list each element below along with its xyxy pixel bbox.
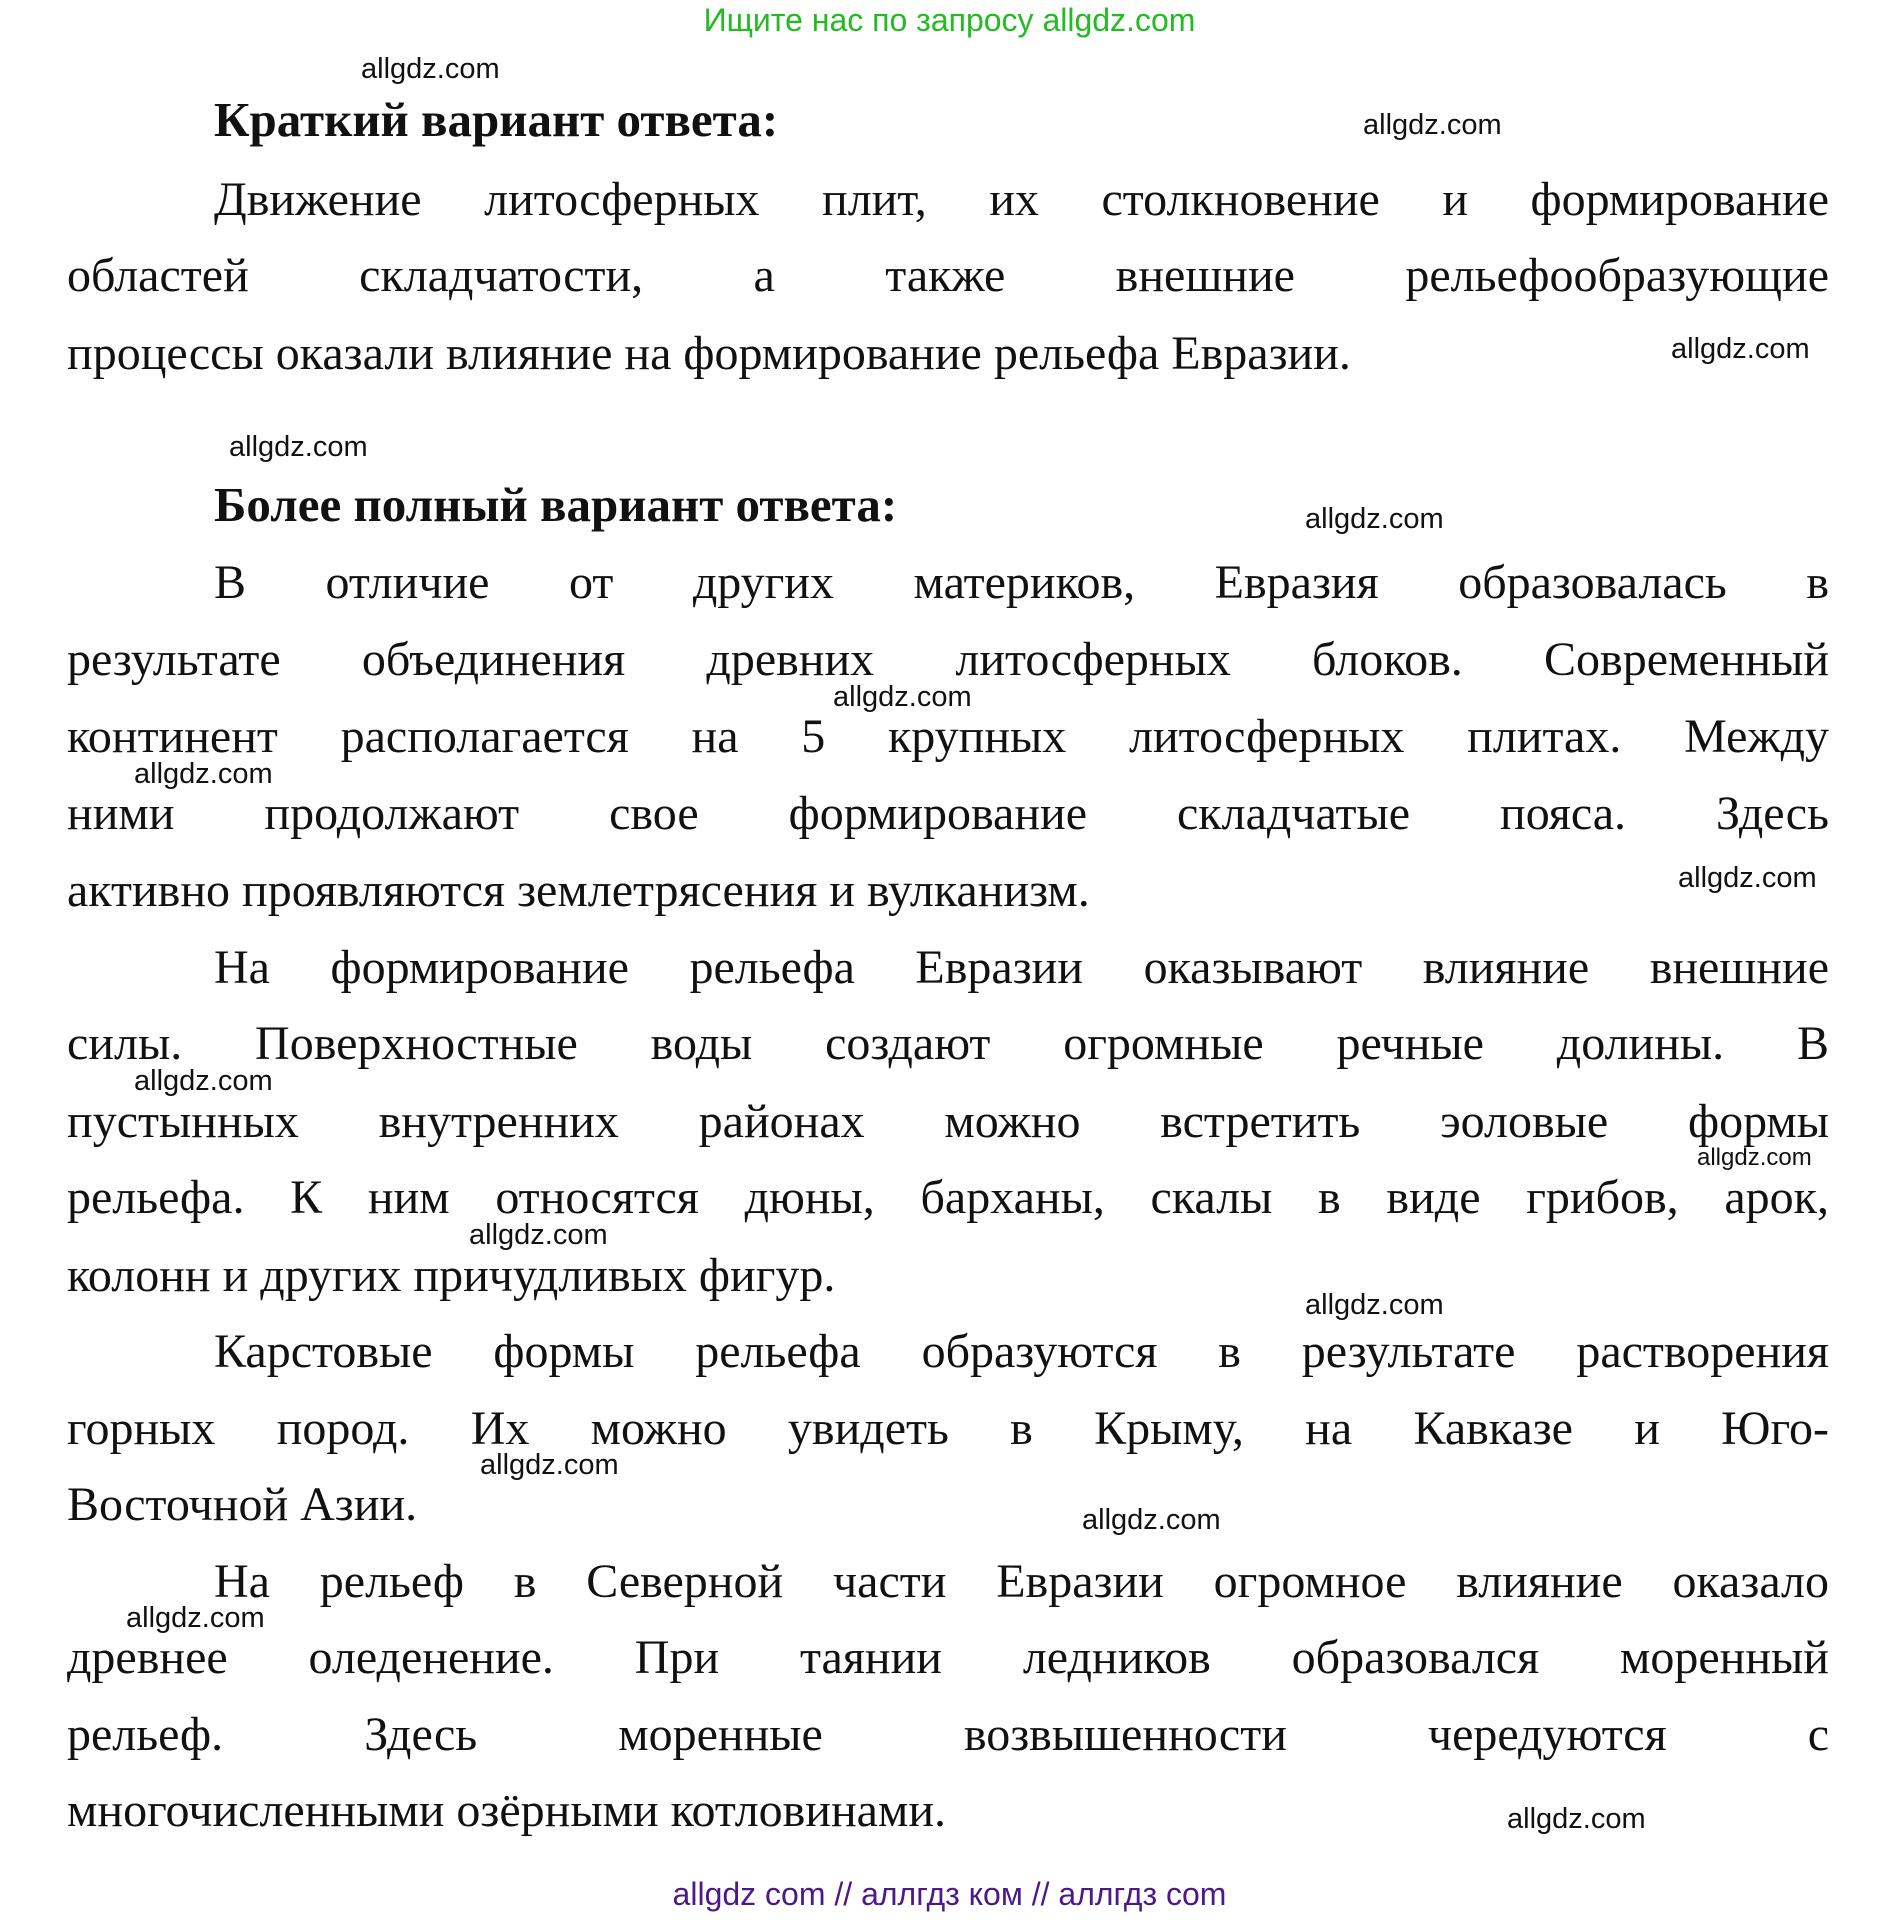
watermark: allgdz.com	[1671, 333, 1810, 365]
watermark: allgdz.com	[1678, 862, 1817, 894]
text-line: континент располагается на 5 крупных литосферных плитах. Между	[67, 710, 1829, 763]
footer-links: allgdz com // аллгдз ком // аллгдз com	[672, 1876, 1227, 1912]
text-line: Восточной Азии.	[67, 1478, 418, 1531]
full-answer-heading: Более полный вариант ответа:	[214, 477, 898, 532]
text-line: колонн и других причудливых фигур.	[67, 1249, 836, 1302]
watermark: allgdz.com	[833, 681, 972, 713]
watermark: allgdz.com	[229, 431, 368, 463]
watermark: allgdz.com	[1082, 1504, 1221, 1536]
watermark: allgdz.com	[1507, 1803, 1646, 1835]
text-line: Движение литосферных плит, их столкновение и формирование	[214, 173, 1829, 226]
watermark: allgdz.com	[1305, 1289, 1444, 1321]
text-line: На рельеф в Северной части Евразии огромное влияние оказало	[214, 1555, 1829, 1608]
watermark: allgdz.com	[1363, 109, 1502, 141]
text-line: многочисленными озёрными котловинами.	[67, 1784, 947, 1837]
text-line: рельеф. Здесь моренные возвышенности чередуются с	[67, 1708, 1829, 1761]
watermark: allgdz.com	[134, 1065, 273, 1097]
text-line: На формирование рельефа Евразии оказывают влияние внешние	[214, 941, 1829, 994]
watermark: allgdz.com	[361, 53, 500, 85]
text-line: областей складчатости, а также внешние рельефообразующие	[67, 249, 1829, 302]
watermark: allgdz.com	[126, 1602, 265, 1634]
text-line: рельефа. К ним относятся дюны, барханы, скалы в виде грибов, арок,	[67, 1171, 1829, 1224]
text-line: горных пород. Их можно увидеть в Крыму, на Кавказе и Юго-	[67, 1402, 1829, 1455]
watermark: allgdz.com	[134, 758, 273, 790]
text-line: активно проявляются землетрясения и вулканизм.	[67, 864, 1090, 917]
text-line: процессы оказали влияние на формирование рельефа Евразии.	[67, 327, 1351, 380]
watermark: allgdz.com	[469, 1219, 608, 1251]
text-line: В отличие от других материков, Евразия образовалась в	[214, 556, 1829, 609]
text-line: ними продолжают свое формирование складчатые пояса. Здесь	[67, 787, 1829, 840]
text-line: результате объединения древних литосферных блоков. Современный	[67, 633, 1829, 686]
short-answer-heading: Краткий вариант ответа:	[214, 92, 779, 147]
watermark: allgdz.com	[1697, 1144, 1812, 1171]
text-line: пустынных внутренних районах можно встретить эоловые формы	[67, 1095, 1829, 1148]
text-line: древнее оледенение. При таянии ледников образовался моренный	[67, 1631, 1829, 1684]
search-banner: Ищите нас по запросу allgdz.com	[703, 2, 1196, 38]
text-line: Карстовые формы рельефа образуются в результате растворения	[214, 1325, 1829, 1378]
watermark: allgdz.com	[1305, 503, 1444, 535]
watermark: allgdz.com	[480, 1449, 619, 1481]
text-line: силы. Поверхностные воды создают огромные речные долины. В	[67, 1017, 1829, 1070]
